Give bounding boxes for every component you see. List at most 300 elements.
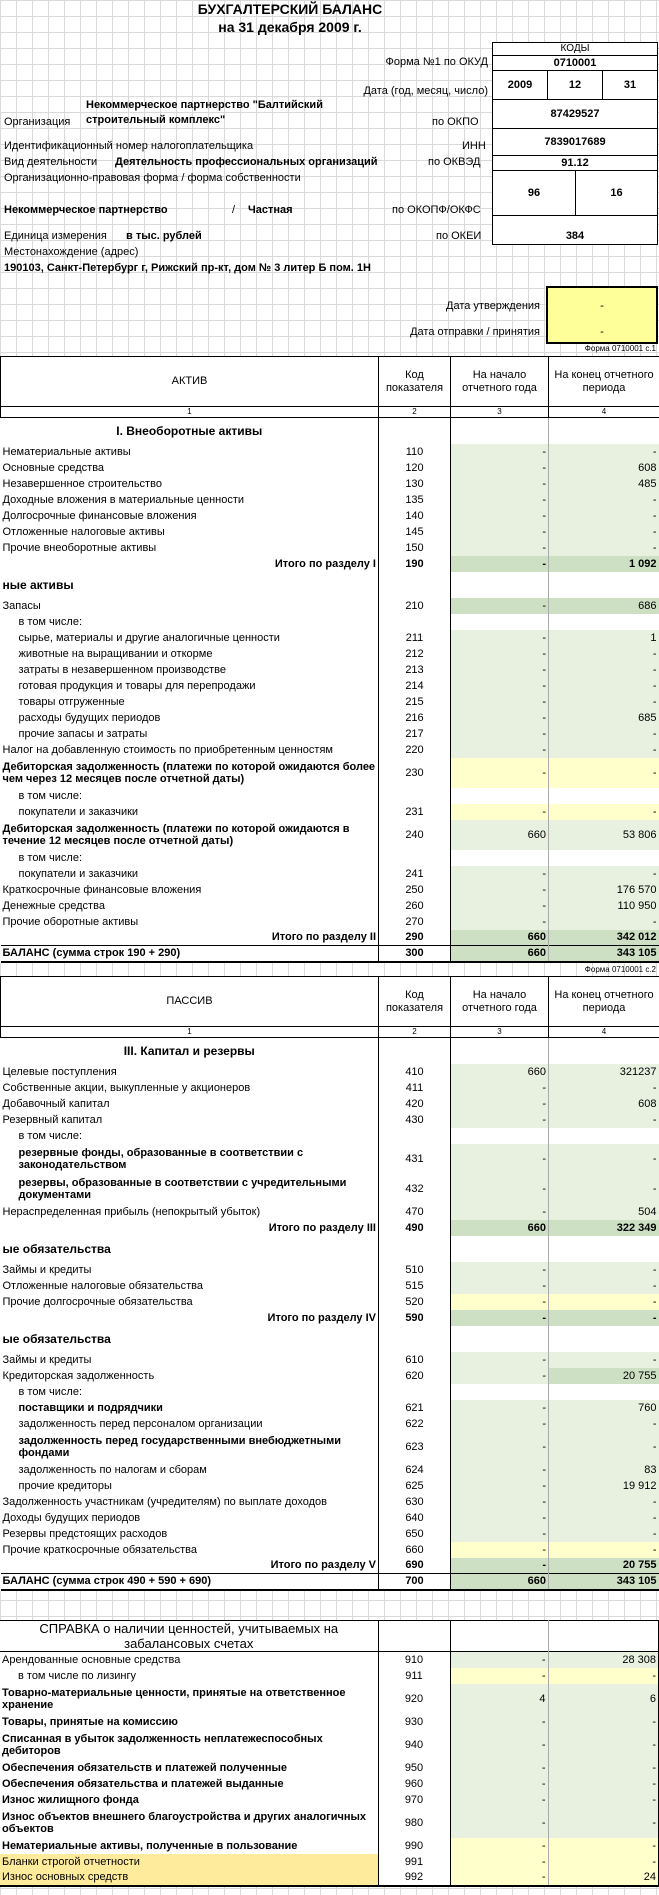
row-label: БАЛАНС (сумма строк 490 + 590 + 690) — [1, 1574, 379, 1590]
row-label: Целевые поступления — [2, 1065, 117, 1078]
row-start-value — [451, 850, 549, 866]
row-code: 624 — [379, 1462, 451, 1478]
row-code: 470 — [379, 1204, 451, 1220]
row-code: 690 — [379, 1558, 451, 1574]
row-label: Прочие внеоборотные активы — [2, 541, 157, 554]
section-cell — [451, 1326, 549, 1352]
doc-date: на 31 декабря 2009 г. — [218, 19, 362, 35]
table-row — [1, 1310, 659, 1326]
row-label: Займы и кредиты — [2, 1353, 92, 1366]
row-code: 940 — [378, 1730, 450, 1760]
row-end-value: 485 — [549, 476, 659, 492]
row-end-value: 20 755 — [549, 1558, 659, 1574]
table-row — [1, 1064, 659, 1080]
table-row — [1, 492, 659, 508]
row-label: Итого по разделу V — [270, 1559, 376, 1572]
row-end-value: - — [549, 524, 659, 540]
row-label: задолженность перед персоналом организации — [18, 1417, 263, 1430]
activity-label: Вид деятельности — [4, 156, 98, 168]
row-code: 910 — [378, 1652, 450, 1668]
row-start-value: - — [451, 1478, 549, 1494]
table-row — [1, 1494, 659, 1510]
row-end-value: 1 092 — [549, 556, 659, 572]
section-cell — [549, 1326, 659, 1352]
row-label: Отложенные налоговые обязательства — [2, 1279, 204, 1292]
row-label: резервные фонды, образованные в соответствии с законодательством — [18, 1146, 304, 1171]
table-row — [1, 930, 659, 946]
table-row — [1, 1204, 659, 1220]
unit-label: Единица измерения — [4, 230, 107, 242]
okud-code: 0710001 — [492, 55, 658, 71]
row-label: Долгосрочные финансовые вложения — [2, 509, 197, 522]
row-code: 622 — [379, 1416, 451, 1432]
opf-value: Некоммерческое партнерство — [4, 204, 168, 216]
col-num: 3 — [451, 407, 549, 418]
row-end-value: 53 806 — [549, 820, 659, 850]
row-label: Запасы — [2, 599, 41, 612]
section-title: I. Внеоборотные активы — [116, 423, 263, 438]
row-end-value: - — [549, 1526, 659, 1542]
col-end: На конец отчетного периода — [549, 357, 659, 407]
row-label: готовая продукция и товары для перепродажи — [18, 679, 256, 692]
section-5 — [1, 1326, 659, 1352]
row-start-value: - — [451, 1080, 549, 1096]
table-row — [1, 726, 659, 742]
row-end-value: - — [549, 1080, 659, 1096]
row-end-value: - — [548, 1668, 659, 1684]
row-code: 150 — [379, 540, 451, 556]
row-start-value: - — [450, 1730, 548, 1760]
table-row — [1, 1278, 659, 1294]
table-row — [1, 630, 659, 646]
row-code: 270 — [379, 914, 451, 930]
table-row — [1, 1112, 659, 1128]
row-code: 250 — [379, 882, 451, 898]
row-end-value: - — [549, 1542, 659, 1558]
row-end-value: 110 950 — [549, 898, 659, 914]
row-end-value: - — [548, 1714, 659, 1730]
row-start-value: 660 — [451, 1220, 549, 1236]
row-end-value — [549, 614, 659, 630]
section-title: ые обязательства — [2, 1241, 111, 1256]
row-start-value: - — [451, 524, 549, 540]
row-label: Доходные вложения в материальные ценности — [2, 493, 245, 506]
row-start-value: - — [451, 1510, 549, 1526]
table-row — [1, 678, 659, 694]
address-label: Местонахождение (адрес) — [4, 246, 139, 258]
row-end-value: 321237 — [549, 1064, 659, 1080]
section-code-cell — [379, 1038, 451, 1064]
inn-code: 7839017689 — [492, 128, 658, 156]
col-start: На начало отчетного года — [451, 357, 549, 407]
row-start-value: - — [451, 460, 549, 476]
table-row — [1, 882, 659, 898]
row-code: 515 — [379, 1278, 451, 1294]
section-cell — [549, 418, 659, 444]
row-label: Отложенные налоговые активы — [2, 525, 165, 538]
row-code: 625 — [379, 1478, 451, 1494]
row-code: 623 — [379, 1432, 451, 1462]
row-end-value: - — [548, 1838, 659, 1854]
section-code-cell — [379, 1236, 451, 1262]
section-code-cell — [379, 1326, 451, 1352]
row-start-value: - — [450, 1776, 548, 1792]
row-code: 590 — [379, 1310, 451, 1326]
date-day: 31 — [602, 70, 658, 100]
row-label: поставщики и подрядчики — [18, 1401, 163, 1414]
col-start: На начало отчетного года — [451, 977, 549, 1027]
row-end-value: - — [549, 540, 659, 556]
row-code — [379, 614, 451, 630]
opf-slash: / — [232, 204, 236, 216]
row-code: 950 — [378, 1760, 450, 1776]
row-label: резервы, образованные в соответствии с учредительными документами — [18, 1176, 347, 1201]
section-cell — [549, 572, 659, 598]
row-end-value: 28 308 — [548, 1652, 659, 1668]
row-start-value: 660 — [451, 930, 549, 946]
table-row — [1, 804, 659, 820]
row-start-value: - — [451, 1096, 549, 1112]
table-row — [1, 614, 659, 630]
okei-code: 384 — [492, 215, 658, 245]
row-code: 920 — [378, 1684, 450, 1714]
table-row — [1, 694, 659, 710]
row-code — [379, 788, 451, 804]
row-label: Денежные средства — [2, 899, 105, 912]
row-end-value — [549, 788, 659, 804]
row-start-value: - — [450, 1760, 548, 1776]
row-code: 410 — [379, 1064, 451, 1080]
inn-label: ИНН — [462, 140, 486, 152]
table-row — [0, 1684, 659, 1714]
row-end-value: 504 — [549, 1204, 659, 1220]
row-start-value: - — [451, 742, 549, 758]
row-end-value: 176 570 — [549, 882, 659, 898]
row-end-value: 760 — [549, 1400, 659, 1416]
row-code: 911 — [378, 1668, 450, 1684]
table-row — [1, 1368, 659, 1384]
row-start-value: - — [450, 1714, 548, 1730]
row-start-value: - — [451, 1432, 549, 1462]
unit-value: в тыс. рублей — [126, 230, 202, 242]
row-end-value: 686 — [549, 598, 659, 614]
table-row — [1, 444, 659, 460]
section-3 — [1, 1038, 659, 1064]
fs-value: Частная — [248, 204, 293, 216]
row-code: 660 — [379, 1542, 451, 1558]
row-start-value: - — [451, 1310, 549, 1326]
row-end-value: - — [549, 646, 659, 662]
row-start-value: - — [451, 1294, 549, 1310]
section-2 — [1, 572, 659, 598]
row-label: сырье, материалы и другие аналогичные ценности — [18, 631, 280, 644]
row-label: БАЛАНС (сумма строк 190 + 290) — [1, 946, 379, 962]
row-code: 260 — [379, 898, 451, 914]
row-label: Дебиторская задолженность (платежи по которой ожидаются более чем через 12 месяцев после отчетной даты) — [2, 760, 376, 785]
row-label: Итого по разделу IV — [267, 1311, 376, 1324]
row-code: 120 — [379, 460, 451, 476]
row-start-value: - — [451, 646, 549, 662]
section-code-cell — [379, 572, 451, 598]
row-label: покупатели и заказчики — [18, 805, 139, 818]
row-label: Обеспечения обязательства и платежей выданные — [2, 1777, 284, 1790]
row-start-value: - — [451, 444, 549, 460]
doc-title: БУХГАЛТЕРСКИЙ БАЛАНС — [197, 1, 383, 17]
inn-row-label: Идентификационный номер налогоплательщика — [4, 140, 254, 152]
send-value: - — [600, 326, 604, 338]
row-start-value: - — [450, 1652, 548, 1668]
row-end-value: 1 — [549, 630, 659, 646]
table-row — [1, 598, 659, 614]
row-start-value: - — [451, 1542, 549, 1558]
row-start-value: - — [451, 1462, 549, 1478]
row-code: 630 — [379, 1494, 451, 1510]
row-code: 430 — [379, 1112, 451, 1128]
table-row — [0, 1808, 659, 1838]
row-end-value: 20 755 — [549, 1368, 659, 1384]
row-label: прочие кредиторы — [18, 1479, 112, 1492]
date-year: 2009 — [492, 70, 548, 100]
table-row — [1, 898, 659, 914]
table-row — [1, 1574, 659, 1590]
table-row — [1, 1080, 659, 1096]
section-title: ные активы — [2, 577, 74, 592]
row-label: Товары, принятые на комиссию — [2, 1715, 178, 1728]
table-row — [1, 508, 659, 524]
row-code: 145 — [379, 524, 451, 540]
row-start-value: - — [451, 1416, 549, 1432]
row-start-value: - — [451, 1144, 549, 1174]
row-code: 650 — [379, 1526, 451, 1542]
row-start-value: - — [450, 1808, 548, 1838]
table-row — [1, 1542, 659, 1558]
row-end-value: 322 349 — [549, 1220, 659, 1236]
row-start-value — [451, 788, 549, 804]
row-end-value: - — [549, 1294, 659, 1310]
row-label: Займы и кредиты — [2, 1263, 92, 1276]
row-code: 490 — [379, 1220, 451, 1236]
row-code: 700 — [379, 1574, 451, 1590]
section-cell — [549, 1038, 659, 1064]
row-code: 212 — [379, 646, 451, 662]
row-code: 211 — [379, 630, 451, 646]
row-label: Износ жилищного фонда — [2, 1793, 139, 1806]
table-row — [1, 850, 659, 866]
row-code: 220 — [379, 742, 451, 758]
row-label: Прочие оборотные активы — [2, 915, 139, 928]
row-label: в том числе: — [18, 789, 83, 802]
table-row — [0, 1838, 659, 1854]
section-code-cell — [379, 418, 451, 444]
row-label: Незавершенное строительство — [2, 477, 162, 490]
row-end-value: - — [548, 1808, 659, 1838]
form-p1: Форма 0710001 с.1 — [584, 344, 656, 353]
row-label: расходы будущих периодов — [18, 711, 161, 724]
row-label: Итого по разделу II — [271, 931, 376, 944]
row-code: 510 — [379, 1262, 451, 1278]
row-end-value: 608 — [549, 1096, 659, 1112]
table-row — [1, 1220, 659, 1236]
row-start-value: - — [451, 1526, 549, 1542]
row-code: 610 — [379, 1352, 451, 1368]
row-label: Прочие краткосрочные обязательства — [2, 1543, 197, 1556]
row-end-value: - — [548, 1730, 659, 1760]
row-start-value: - — [451, 1368, 549, 1384]
row-code: 214 — [379, 678, 451, 694]
row-end-value: - — [549, 1174, 659, 1204]
row-end-value — [549, 1384, 659, 1400]
table-row — [1, 662, 659, 678]
row-end-value: - — [549, 1510, 659, 1526]
row-start-value: 660 — [451, 946, 549, 962]
row-code: 992 — [378, 1870, 450, 1886]
approve-value: - — [600, 300, 604, 312]
row-end-value: - — [549, 1144, 659, 1174]
form-p2: Форма 0710001 с.2 — [584, 965, 656, 974]
table-row — [1, 820, 659, 850]
col-num: 1 — [1, 1027, 379, 1038]
row-start-value: - — [451, 1262, 549, 1278]
row-end-value: - — [549, 804, 659, 820]
row-start-value: 660 — [451, 1574, 549, 1590]
table-row — [1, 646, 659, 662]
okei-label: по ОКЕИ — [436, 230, 482, 242]
row-code: 980 — [378, 1808, 450, 1838]
table-row — [1, 556, 659, 572]
row-end-value: - — [548, 1854, 659, 1870]
row-start-value — [451, 1384, 549, 1400]
row-code: 230 — [379, 758, 451, 788]
section-title: III. Капитал и резервы — [123, 1043, 255, 1058]
row-label: Нематериальные активы — [2, 445, 131, 458]
table-row — [0, 1652, 659, 1668]
row-code: 621 — [379, 1400, 451, 1416]
row-start-value: - — [451, 1204, 549, 1220]
row-start-value: - — [451, 726, 549, 742]
passiv-title: ПАССИВ — [1, 977, 379, 1027]
row-start-value: - — [451, 476, 549, 492]
table-row — [1, 1526, 659, 1542]
row-end-value — [549, 1128, 659, 1144]
table-row — [1, 758, 659, 788]
row-code — [379, 1384, 451, 1400]
table-row — [1, 1558, 659, 1574]
row-code: 960 — [378, 1776, 450, 1792]
table-row — [1, 1352, 659, 1368]
col-num: 4 — [549, 407, 659, 418]
section-1 — [1, 418, 659, 444]
row-start-value: - — [451, 678, 549, 694]
row-label: Товарно-материальные ценности, принятые на ответственное хранение — [2, 1686, 346, 1711]
table-row — [0, 1760, 659, 1776]
row-end-value: - — [549, 1432, 659, 1462]
row-label: Прочие долгосрочные обязательства — [2, 1295, 193, 1308]
row-start-value: - — [451, 540, 549, 556]
row-label: Добавочный капитал — [2, 1097, 110, 1110]
row-start-value: - — [451, 758, 549, 788]
codes-title: КОДЫ — [492, 42, 658, 56]
okopf-label: по ОКОПФ/ОКФС — [392, 204, 481, 216]
section-cell — [549, 1236, 659, 1262]
row-start-value: - — [451, 914, 549, 930]
row-label: животные на выращивании и откорме — [18, 647, 213, 660]
row-end-value: - — [549, 1262, 659, 1278]
row-start-value: - — [451, 630, 549, 646]
send-label: Дата отправки / принятия — [410, 326, 540, 338]
activity-value: Деятельность профессиональных организаций — [115, 156, 378, 168]
table-row — [1, 946, 659, 962]
row-end-value: - — [549, 1494, 659, 1510]
table-row — [1, 1462, 659, 1478]
row-end-value: 343 105 — [549, 946, 659, 962]
row-label: Резервный капитал — [2, 1113, 103, 1126]
row-label: Резервы предстоящих расходов — [2, 1527, 168, 1540]
address-value: 190103, Санкт-Петербург г, Рижский пр-кт, дом № 3 литер Б пом. 1Н — [4, 262, 371, 274]
date-label: Дата (год, месяц, число) — [363, 85, 488, 97]
row-end-value: - — [549, 742, 659, 758]
table-row — [1, 1384, 659, 1400]
row-label: в том числе: — [18, 851, 83, 864]
table-row — [1, 1294, 659, 1310]
table-row — [1, 1096, 659, 1112]
table-row — [1, 1478, 659, 1494]
row-start-value — [451, 1128, 549, 1144]
org-name: Некоммерческое партнерство "Балтийский строительный комплекс" — [86, 99, 323, 126]
col-end: На конец отчетного периода — [549, 977, 659, 1027]
col-num: 4 — [549, 1027, 659, 1038]
row-end-value: - — [549, 508, 659, 524]
row-label: прочие запасы и затраты — [18, 727, 148, 740]
row-start-value: - — [451, 556, 549, 572]
table-row — [1, 460, 659, 476]
row-label: Итого по разделу I — [274, 557, 376, 570]
row-label: Обеспечения обязательств и платежей полученные — [2, 1761, 287, 1774]
okfs-code: 16 — [575, 170, 658, 216]
row-end-value: - — [549, 1416, 659, 1432]
okved-label: по ОКВЭД — [428, 156, 481, 168]
row-code: 970 — [378, 1792, 450, 1808]
row-code: 991 — [378, 1854, 450, 1870]
row-end-value: - — [549, 1352, 659, 1368]
table-row — [1, 1510, 659, 1526]
row-code: 215 — [379, 694, 451, 710]
org-label: Организация — [4, 116, 71, 128]
row-label: Износ основных средств — [0, 1870, 378, 1886]
table-row — [1, 788, 659, 804]
row-end-value: - — [548, 1776, 659, 1792]
section-cell — [451, 572, 549, 598]
row-end-value: - — [549, 662, 659, 678]
row-end-value: - — [549, 1310, 659, 1326]
table-row — [1, 1174, 659, 1204]
row-end-value: 83 — [549, 1462, 659, 1478]
row-start-value: 4 — [450, 1684, 548, 1714]
spravka-title: СПРАВКА о наличии ценностей, учитываемых на забалансовых счетах — [0, 1621, 378, 1652]
row-start-value: - — [451, 662, 549, 678]
row-label: в том числе: — [18, 1129, 83, 1142]
row-start-value: - — [451, 1112, 549, 1128]
row-code: 130 — [379, 476, 451, 492]
row-end-value: 24 — [548, 1870, 659, 1886]
row-label: Краткосрочные финансовые вложения — [2, 883, 202, 896]
row-code: 240 — [379, 820, 451, 850]
row-start-value: - — [451, 1352, 549, 1368]
table-row — [1, 1432, 659, 1462]
row-end-value: 19 912 — [549, 1478, 659, 1494]
row-code: 620 — [379, 1368, 451, 1384]
row-code: 110 — [379, 444, 451, 460]
spravka-table — [0, 1620, 659, 1887]
